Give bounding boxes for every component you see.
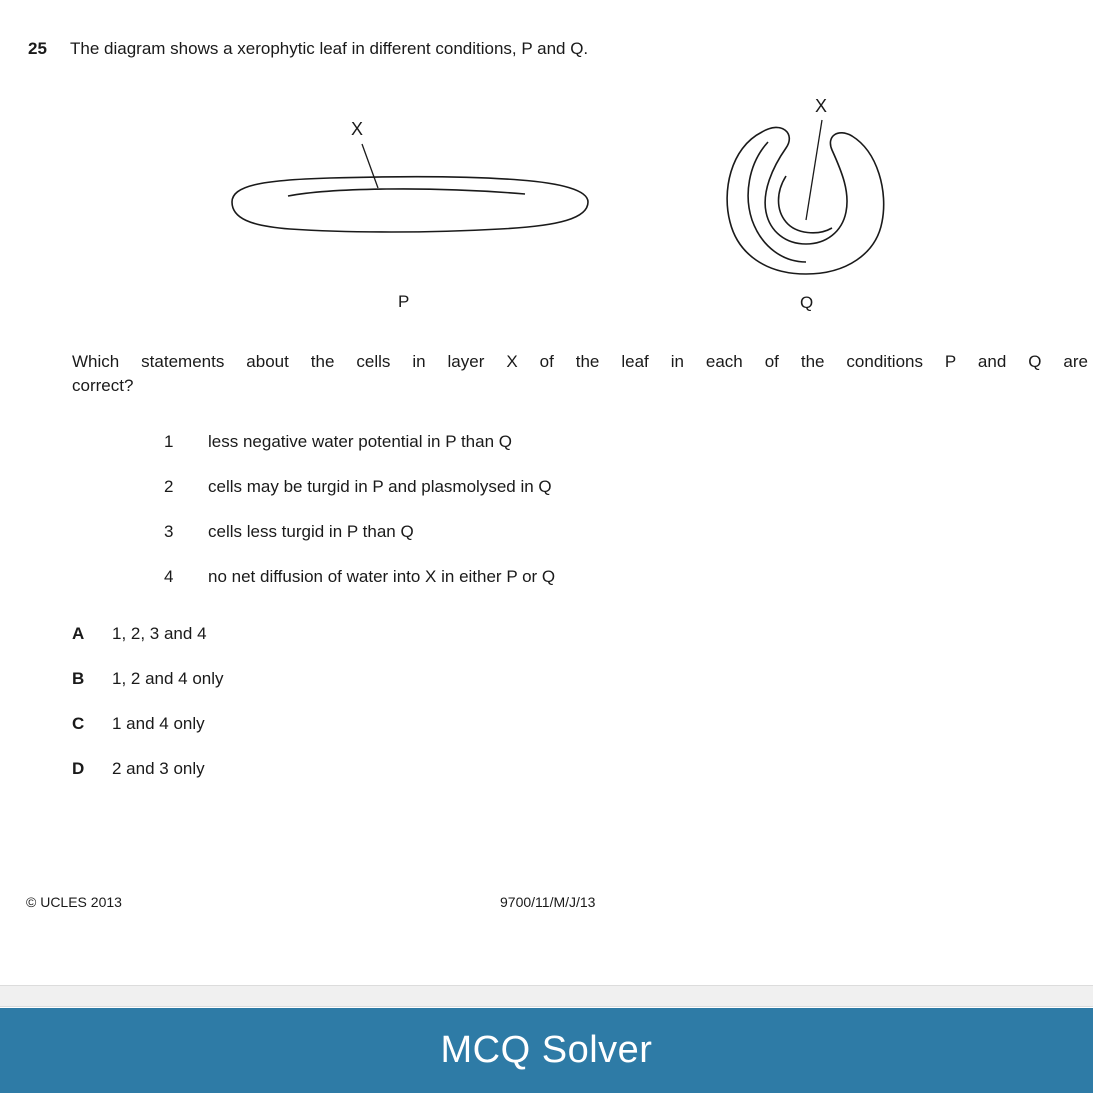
option-a[interactable] bbox=[72, 623, 772, 645]
option-letter: A bbox=[72, 624, 85, 643]
option-text: 1, 2 and 4 only bbox=[112, 669, 224, 688]
option-letter: C bbox=[72, 714, 85, 733]
leaf-diagram-svg bbox=[0, 80, 1093, 330]
question-header bbox=[28, 38, 1068, 60]
statement-item bbox=[164, 566, 964, 588]
footer-paper-code: 9700/11/M/J/13 bbox=[500, 894, 596, 910]
statement-item bbox=[164, 521, 964, 543]
leaf-q-shape bbox=[727, 127, 884, 274]
statement-text: cells may be turgid in P and plasmolysed in Q bbox=[208, 477, 552, 496]
statement-number: 3 bbox=[164, 522, 174, 541]
option-text: 2 and 3 only bbox=[112, 759, 205, 778]
app-bottom-bar bbox=[0, 1008, 1093, 1093]
option-letter: B bbox=[72, 669, 85, 688]
leaf-p-shape bbox=[232, 177, 588, 232]
question-stem: The diagram shows a xerophytic leaf in different conditions, P and Q. bbox=[70, 39, 589, 58]
statement-number: 4 bbox=[164, 567, 174, 586]
option-text: 1 and 4 only bbox=[112, 714, 205, 733]
question-prompt-line-2: correct? bbox=[72, 376, 134, 395]
leaf-q-pointer bbox=[806, 120, 822, 220]
diagram-label-q: Q bbox=[800, 293, 814, 312]
question-prompt-line-1: Which statements about the cells in layer X of the leaf in each of the conditions P and Q are bbox=[72, 352, 1088, 371]
statement-item bbox=[164, 431, 964, 453]
statement-number: 2 bbox=[164, 477, 174, 496]
leaf-diagram bbox=[0, 80, 1093, 330]
statement-text: less negative water potential in P than Q bbox=[208, 432, 512, 451]
statement-text: cells less turgid in P than Q bbox=[208, 522, 414, 541]
diagram-label-p: P bbox=[398, 292, 410, 311]
statement-item bbox=[164, 476, 964, 498]
question-number: 25 bbox=[28, 39, 47, 58]
option-c[interactable] bbox=[72, 713, 772, 735]
leaf-p-pointer bbox=[362, 144, 378, 188]
footer-copyright: © UCLES 2013 bbox=[26, 894, 122, 910]
leaf-p-x-label: X bbox=[351, 119, 364, 139]
option-b[interactable] bbox=[72, 668, 772, 690]
app-title: MCQ Solver bbox=[440, 1029, 653, 1071]
question-prompt bbox=[72, 350, 1088, 398]
leaf-q-x-label: X bbox=[815, 96, 828, 116]
statement-number: 1 bbox=[164, 432, 174, 451]
statement-text: no net diffusion of water into X in either P or Q bbox=[208, 567, 556, 586]
option-letter: D bbox=[72, 759, 85, 778]
statement-list bbox=[164, 431, 964, 611]
answer-options bbox=[72, 623, 772, 803]
option-d[interactable] bbox=[72, 758, 772, 780]
option-text: 1, 2, 3 and 4 bbox=[112, 624, 207, 643]
page-divider bbox=[0, 985, 1093, 1007]
